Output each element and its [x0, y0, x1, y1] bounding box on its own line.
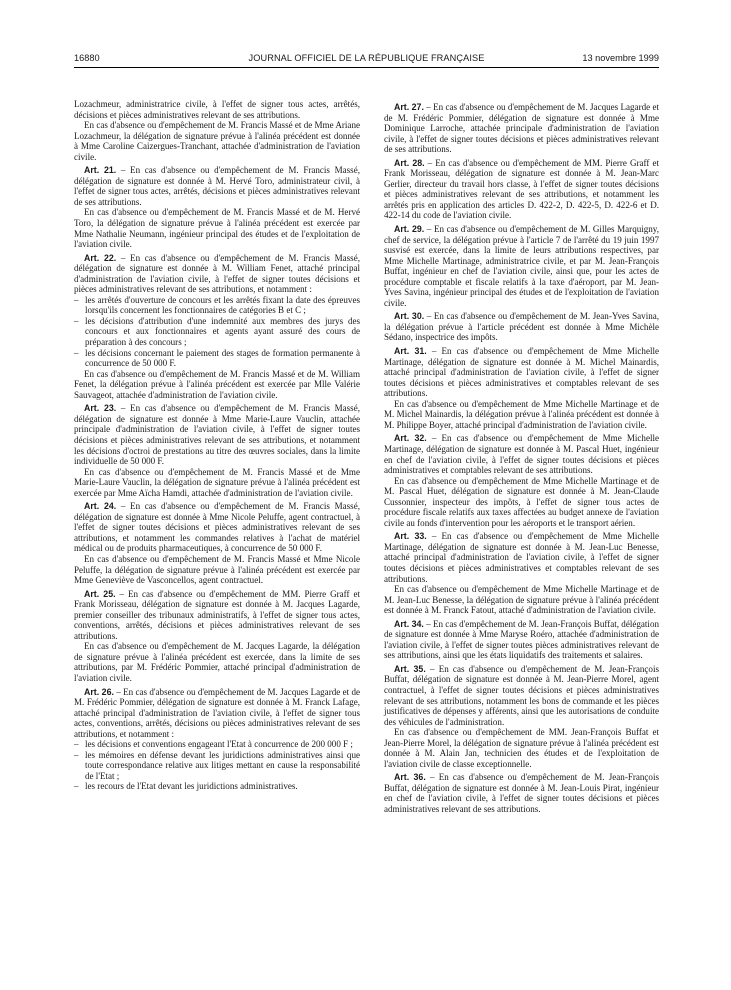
article-text: – En cas d'absence ou d'empêchement de M. Jacques Lagarde et de M. Frédéric Pommier, délégation de signature est donnée à M. Franck Lafage, attaché principal d'administration de l'aviation civile, à l'effet de signer tous actes, conventions, arrêtés, décisions ou pièces administratives relevant de ses attributions, et notamment :	[74, 686, 360, 739]
article-number: Art. 21.	[84, 165, 117, 176]
list-item-text: les décisions et conventions engageant l'Etat à concurrence de 200 000 F ;	[85, 739, 353, 750]
body-paragraph: Lozachmeur, administratrice civile, à l'effet de signer tous actes, arrêtés, décisions et pièces administratives relevant de ses attributions.	[74, 99, 360, 120]
article-paragraph	[74, 165, 360, 207]
body-paragraph: En cas d'absence ou d'empêchement de M. Francis Massé et de Mme Marie-Laure Vauclin, la délégation de signature prévue à l'alinéa précédent est exercée par Mme Aïcha Hamdi, attachée d'administration de l'aviation civile.	[74, 466, 360, 498]
page-header	[74, 53, 659, 67]
dash-list	[74, 739, 360, 792]
article-text: – En cas d'absence ou d'empêchement de M. Francis Massé, délégation de signature est donnée à M. Hervé Toro, administrateur civil, à l'effet de signer tous actes, arrêtés, décisions et pièces administratives relevant de ses attributions.	[74, 165, 360, 207]
list-item-text: les décisions concernant le paiement des stages de formation permanente à concurrence de 50 000 F.	[85, 347, 360, 369]
body-paragraph: En cas d'absence ou d'empêchement de M. Francis Massé et Mme Nicole Peluffe, la délégation de signature prévue à l'alinéa précédent est exercée par Mme Geneviève de Vasconcellos, agent contractuel.	[74, 553, 360, 586]
article-paragraph	[384, 433, 659, 475]
list-item	[74, 348, 360, 369]
left-column	[74, 99, 360, 792]
article-number: Art. 28.	[394, 157, 425, 168]
article-paragraph	[384, 531, 659, 584]
body-paragraph: En cas d'absence ou d'empêchement de M. Francis Massé et de M. Hervé Toro, la délégation de signature prévue à l'alinéa précédent est exercée par Mme Nathalie Neumann, ingénieur principal des études et de l'exploitation de l'aviation civile.	[74, 207, 360, 250]
dash-list	[74, 295, 360, 369]
article-text: – En cas d'absence ou d'empêchement de MM. Pierre Graff et Frank Morisseau, délégation de signature est donnée à M. Jean-Marc Gerlier, directeur du travail hors classe, à l'effet de signer toutes décisions et pièces administratives relevant de ses attributions, et notamment les arrêtés pris en application des articles D. 422-2, D. 422-5, D. 422-6 et D. 422-14 du code de l'aviation civile.	[384, 157, 659, 221]
article-text: – En cas d'absence ou d'empêchement de M. Francis Massé, délégation de signature est donnée à Mme Marie-Laure Vauclin, attachée principale d'administration de l'aviation civile, à l'effet de signer toutes décisions et pièces administratives relevant de ses attributions, et notamment les décisions d'octroi de prestations au titre des œuvres sociales, dans la limite individuelle de 50 000 F.	[74, 403, 360, 467]
article-number: Art. 32.	[394, 433, 427, 444]
article-text: – En cas d'absence ou d'empêchement de Mme Michelle Martinage, délégation de signature est donnée à M. Michel Mainardis, attaché principal d'administration de l'aviation civile, à l'effet de signer toutes décisions et pièces administratives et comptables relevant de ses attributions.	[384, 346, 659, 399]
article-number: Art. 30.	[394, 311, 425, 322]
list-item	[74, 295, 360, 316]
article-number: Art. 34.	[394, 618, 424, 629]
article-text: – En cas d'absence ou d'empêchement de Mme Michelle Martinage, délégation de signature est donnée à M. Pascal Huet, ingénieur en chef de l'aviation civile, à l'effet de signer toutes décisions et pièces administratives et comptables relevant de ses attributions.	[384, 433, 659, 476]
body-paragraph: En cas d'absence ou d'empêchement de Mme Michelle Martinage et de M. Michel Mainardis, la délégation prévue à l'alinéa précédent est donnée à M. Philippe Boyer, attaché principal d'administration de l'aviation civile.	[384, 398, 659, 430]
article-text: – En cas d'absence ou d'empêchement de M. Jacques Lagarde et de M. Frédéric Pommier, délégation de signature est donnée à Mme Dominique Larroche, attachée principale d'administration de l'aviation civile, à l'effet de signer toutes décisions et pièces administratives relevant de ses attributions.	[384, 102, 659, 155]
article-text: – En cas d'empêchement de M. Jean-François Buffat, délégation de signature est donnée à Mme Maryse Roéro, attachée d'administration de l'aviation civile, à l'effet de signer toutes pièces administratives relevant de ses attributions, ainsi que les états liquidatifs des traitements et salaires.	[384, 618, 659, 661]
dash-bullet: –	[74, 315, 79, 326]
article-paragraph	[74, 403, 360, 466]
page-number: 16880	[74, 53, 100, 63]
article-paragraph	[384, 772, 659, 814]
article-number: Art. 24.	[84, 501, 117, 512]
list-item	[74, 750, 360, 782]
article-paragraph	[384, 158, 659, 221]
article-text: – En cas d'absence ou d'empêchement de M. Francis Massé, délégation de signature est donnée à Mme Nicole Peluffe, agent contractuel, à l'effet de signer toutes décisions et pièces administratives relevant de ses attributions, et notamment les commandes relatives à l'achat de matériel médical ou de produits pharmaceutiques, à concurrence de 50 000 F.	[74, 501, 360, 554]
article-text: – En cas d'absence ou d'empêchement de M. Jean-Yves Savina, la délégation prévue à l'article précédent est donnée à Mme Michèle Sédano, inspectrice des impôts.	[384, 311, 660, 343]
article-number: Art. 26.	[84, 686, 114, 697]
dash-bullet: –	[74, 749, 79, 760]
article-number: Art. 36.	[394, 772, 426, 783]
dash-bullet: –	[74, 294, 79, 305]
article-paragraph	[74, 253, 360, 295]
article-paragraph	[384, 224, 659, 308]
article-paragraph	[384, 619, 659, 661]
article-text: – En cas d'absence ou d'empêchement de M. Jean-François Buffat, délégation de signature est donnée à M. Jean-Pierre Morel, agent contractuel, à l'effet de signer toutes décisions et pièces administratives relevant de ses attributions, notamment les bons de commande et les pièces justificatives de dépenses y afférents, ainsi que les autorisations de conduite des véhicules de l'administration.	[384, 663, 659, 727]
issue-date: 13 novembre 1999	[582, 53, 659, 63]
list-item	[74, 739, 360, 750]
article-paragraph	[384, 311, 659, 343]
dash-bullet: –	[74, 739, 79, 750]
body-paragraph: En cas d'absence ou d'empêchement de M. Jacques Lagarde, la délégation de signature prévue à l'alinéa précédent est exercée, dans la limite de ses attributions, par M. Frédéric Pommier, attaché principal d'administration de l'aviation civile.	[74, 641, 360, 683]
article-number: Art. 35.	[394, 663, 426, 674]
body-paragraph: En cas d'absence ou d'empêchement de MM. Jean-François Buffat et Jean-Pierre Morel, la délégation de signature prévue à l'alinéa précédent est donnée à M. Alain Jan, technicien des études et de l'exploitation de l'aviation civile de classe exceptionnelle.	[384, 727, 659, 769]
article-text: – En cas d'absence ou d'empêchement de Mme Michelle Martinage, délégation de signature est donnée à M. Jean-Luc Benesse, attaché principal d'administration de l'aviation civile, à l'effet de signer toutes décisions et pièces administratives et comptables relevant de ses attributions.	[384, 531, 659, 584]
list-item-text: les recours de l'Etat devant les juridictions administratives.	[85, 781, 298, 792]
article-number: Art. 29.	[394, 224, 425, 235]
body-paragraph: En cas d'absence ou d'empêchement de Mme Michelle Martinage et de M. Pascal Huet, délégation de signature est donnée à M. Jean-Claude Cussonnier, inspecteur des impôts, à l'effet de signer tous actes de procédure fiscale relatifs aux taxes affectées au budget annexe de l'aviation civile au fonds d'intervention pour les aéroports et le transport aérien.	[384, 475, 659, 528]
header-rule	[74, 67, 659, 68]
dash-bullet: –	[74, 781, 79, 792]
article-number: Art. 31.	[394, 346, 427, 357]
body-paragraph: En cas d'absence ou d'empêchement de M. Francis Massé et de Mme Ariane Lozachmeur, la délégation de signature prévue à l'alinéa précédent est donnée à Mme Caroline Caizergues-Tranchant, attachée d'administration de l'aviation civile.	[74, 120, 360, 162]
article-number: Art. 27.	[394, 102, 424, 112]
list-item	[74, 781, 360, 792]
article-text: – En cas d'absence ou d'empêchement de M. Jean-François Buffat, délégation de signature est donnée à M. Jean-Louis Pirat, ingénieur en chef de l'aviation civile, à l'effet de signer toutes décisions et pièces administratives relevant de ses attributions.	[384, 772, 659, 814]
article-text: – En cas d'absence ou d'empêchement de M. Francis Massé, délégation de signature est donnée à M. William Fenet, attaché principal d'administration de l'aviation civile, à l'effet de signer toutes décisions et pièces administratives relevant de ses attributions, et notamment :	[74, 252, 360, 295]
article-paragraph	[74, 589, 360, 642]
article-paragraph	[384, 346, 659, 399]
article-text: – En cas d'absence ou d'empêchement de M. Gilles Marquigny, chef de service, la délégation prévue à l'article 7 de l'arrêté du 19 juin 1997 susvisé est exercée, dans la limite de leurs attributions respectives, par Mme Michelle Martinage, administratrice civile, et par M. Jean-François Buffat, ingénieur en chef de l'aviation civile, ainsi que, pour les actes de procédure comptable et fiscale relatifs à la taxe d'aéroport, par M. Jean-Yves Savina, ingénieur principal des études et de l'exploitation de l'aviation civile.	[384, 224, 660, 308]
article-number: Art. 33.	[394, 531, 427, 542]
list-item-text: les mémoires en défense devant les juridictions administratives ainsi que toute correspondance relative aux litiges mettant en cause la responsabilité de l'Etat ;	[85, 749, 360, 781]
article-paragraph	[384, 102, 659, 155]
dash-bullet: –	[74, 347, 79, 358]
list-item-text: les arrêtés d'ouverture de concours et les arrêtés fixant la date des épreuves lorsqu'ils concernent les fonctionnaires de catégories B et C ;	[85, 294, 360, 316]
list-item	[74, 316, 360, 348]
journal-title: JOURNAL OFFICIEL DE LA RÉPUBLIQUE FRANÇAISE	[248, 53, 485, 63]
article-number: Art. 23.	[84, 403, 117, 414]
right-column	[384, 99, 659, 815]
article-text: – En cas d'absence ou d'empêchement de MM. Pierre Graff et Frank Morisseau, délégation de signature est donnée à M. Jacques Lagarde, premier conseiller des tribunaux administratifs, à l'effet de signer tous actes, conventions, arrêtés, décisions et pièces administratives relevant de ses attributions.	[74, 588, 360, 641]
body-paragraph: En cas d'absence ou d'empêchement de Mme Michelle Martinage et de M. Jean-Luc Benesse, la délégation de signature prévue à l'alinéa précédent est donnée à M. Franck Fatout, attaché d'administration de l'aviation civile.	[384, 584, 659, 616]
article-paragraph	[384, 664, 659, 727]
body-paragraph: En cas d'absence ou d'empêchement de M. Francis Massé et de M. William Fenet, la délégation prévue à l'alinéa précédent est exercée par Mlle Valérie Sauvageot, attachée d'administration de l'aviation civile.	[74, 368, 360, 400]
article-paragraph	[74, 501, 360, 554]
article-paragraph	[74, 687, 360, 740]
article-number: Art. 25.	[84, 588, 116, 599]
list-item-text: les décisions d'attribution d'une indemnité aux membres des jurys des concours et aux fonctionnaires et agents ayant assuré des cours de préparation à des concours ;	[85, 315, 360, 348]
article-number: Art. 22.	[84, 252, 117, 263]
